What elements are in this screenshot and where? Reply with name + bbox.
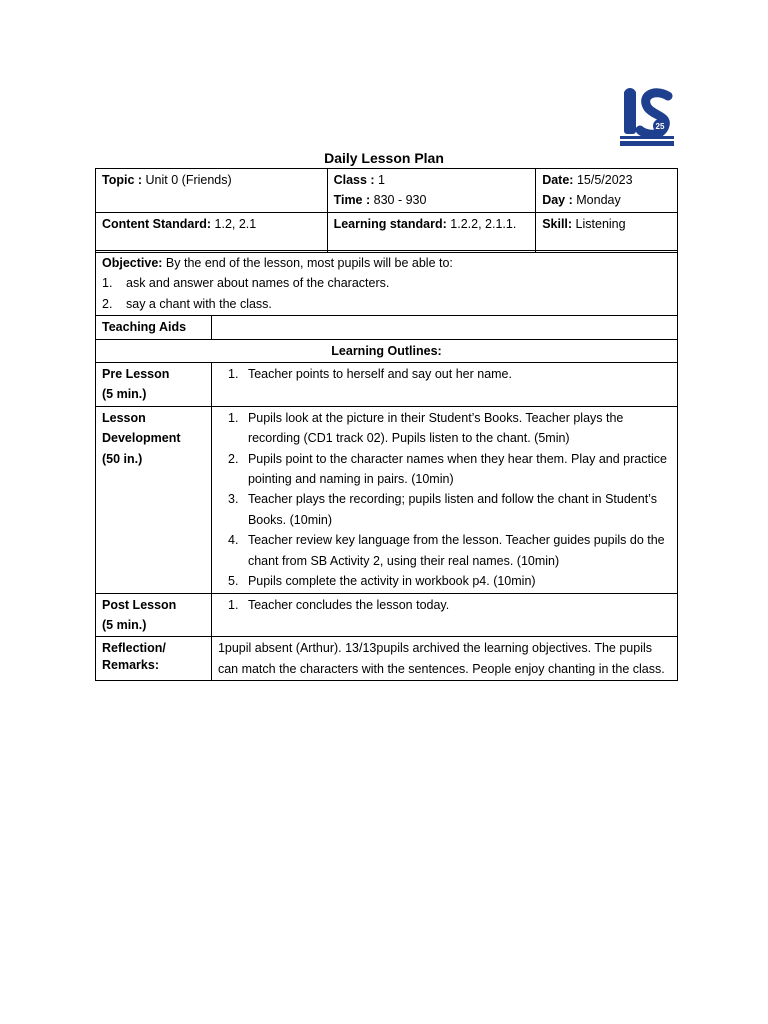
lesson-development-label: Lesson Development (50 in.) — [96, 406, 212, 593]
day-label: Day : — [542, 193, 573, 208]
pre-lesson-label: Pre Lesson (5 min.) — [96, 363, 212, 407]
date-day-cell — [536, 169, 678, 213]
objective-intro: By the end of the lesson, most pupils will be able to: — [165, 256, 453, 270]
pre-lesson-content — [211, 363, 677, 407]
objective-list — [102, 273, 671, 314]
list-item: 2. say a chant with the class. — [102, 296, 272, 311]
school-logo — [618, 86, 676, 148]
content-standard-label: Content Standard: — [102, 216, 212, 231]
lesson-development-content — [211, 406, 677, 593]
class-value: 1 — [378, 173, 385, 187]
skill-label: Skill: — [542, 216, 573, 231]
teaching-aids-label: Teaching Aids — [96, 316, 212, 339]
objective-label: Objective: — [102, 256, 163, 270]
class-time-cell — [327, 169, 536, 213]
content-standard-value: 1.2, 2.1 — [214, 216, 257, 231]
learning-standard-cell — [327, 212, 536, 252]
list-item: 1. Pupils look at the picture in their Student’s Books. Teacher plays the recording (CD1 track 02). Pupils listen to the chant. (5min) — [242, 408, 671, 449]
teaching-aids-value — [211, 316, 677, 339]
list-item: 1. Teacher points to herself and say out her name. — [242, 364, 671, 384]
day-value: Monday — [576, 193, 621, 208]
time-label: Time : — [333, 193, 371, 208]
learning-standard-value: 1.2.2, 2.1.1. — [450, 216, 517, 231]
list-item: 3. Teacher plays the recording; pupils listen and follow the chant in Student’s Books. (10min) — [242, 489, 671, 530]
learning-standard-label: Learning standard: — [333, 216, 447, 231]
list-item: 1. Teacher concludes the lesson today. — [242, 595, 671, 615]
list-item: 2. Pupils point to the character names when they hear them. Play and practice pointing and naming in pairs. (10min) — [242, 449, 671, 490]
content-standard-cell — [96, 212, 328, 252]
post-lesson-content — [211, 593, 677, 637]
reflection-content: 1pupil absent (Arthur). 13/13pupils archived the learning objectives. The pupils can match the characters with the sentences. People enjoy chanting in the class. — [211, 637, 677, 681]
lesson-table — [95, 250, 678, 681]
class-label: Class : — [333, 173, 375, 187]
reflection-label: Reflection/ Remarks: — [96, 637, 212, 681]
date-label: Date: — [542, 173, 574, 187]
list-item: 4. Teacher review key language from the lesson. Teacher guides pupils do the chant from SB Activity 2, using their real names. (10min) — [242, 530, 671, 571]
objective-cell — [96, 251, 678, 316]
page-title: Daily Lesson Plan — [324, 150, 444, 166]
topic-label: Topic : — [102, 173, 143, 187]
list-item: 5. Pupils complete the activity in workbook p4. (10min) — [242, 571, 671, 591]
learning-outlines-label: Learning Outlines: — [96, 339, 678, 362]
post-lesson-label: Post Lesson (5 min.) — [96, 593, 212, 637]
header-table — [95, 168, 678, 253]
list-item: 1. ask and answer about names of the characters. — [102, 276, 390, 291]
topic-cell — [96, 169, 328, 213]
date-value: 15/5/2023 — [576, 173, 633, 187]
logo-number: 25 — [655, 122, 665, 131]
skill-cell — [536, 212, 678, 252]
topic-value: Unit 0 (Friends) — [145, 173, 232, 187]
time-value: 830 - 930 — [373, 193, 427, 208]
skill-value: Listening — [575, 216, 626, 231]
